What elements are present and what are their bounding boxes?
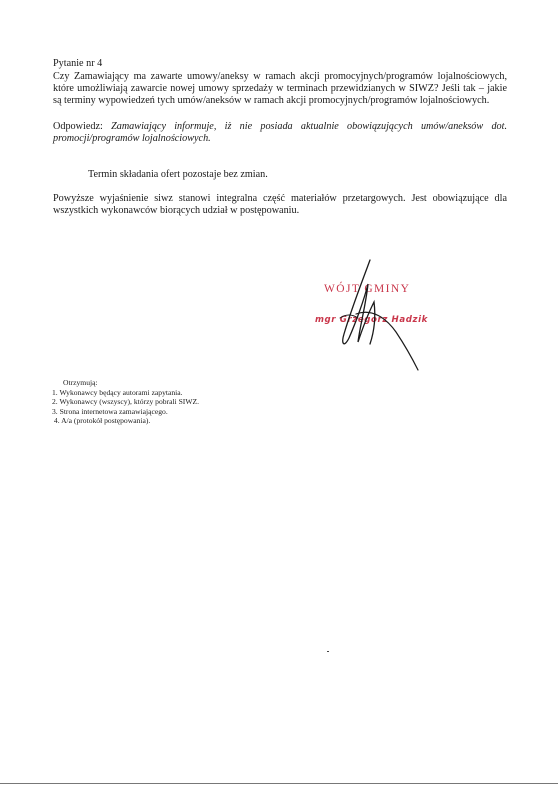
integral-note: Powyższe wyjaśnienie siwz stanowi integralna część materiałów przetargowych. Jest obowiązujące dla wszystkich wykonawców biorących udział w postępowaniu. (53, 193, 507, 217)
recipient-item: 1. Wykonawcy będący autorami zapytania. (52, 387, 183, 397)
recipients-list (52, 378, 199, 426)
recipient-item: 2. Wykonawcy (wszyscy), którzy pobrali SIWZ. (52, 397, 200, 407)
handwritten-signature (300, 252, 470, 382)
answer-text: Zamawiający informuje, iż nie posiada aktualnie obowiązujących umów/aneksów dot. promocji/programów lojalnościowych. (53, 121, 508, 145)
recipient-item: 4. A/a (protokół postępowania). (52, 416, 151, 426)
question-text: Czy Zamawiający ma zawarte umowy/aneksy w ramach akcji promocyjnych/programów lojalnościowych, które umożliwiają zawarcie nowej umowy sprzedaży w terminach przewidzianych w SIWZ? Jeśli tak – jakie są terminy wypowiedzeń tych umów/aneksów w ramach akcji promocyjnych/programów lojalnościowych. (53, 71, 507, 107)
official-stamp (300, 252, 470, 382)
question-heading: Pytanie nr 4 (53, 58, 103, 69)
scan-edge-line (0, 783, 558, 784)
answer-label: Odpowiedz: (53, 121, 103, 132)
scan-speck (327, 651, 329, 652)
recipient-item: 3. Strona internetowa zamawiającego. (52, 406, 168, 416)
stamp-title: WÓJT GMINY (324, 283, 411, 295)
recipients-header: Otrzymują: (63, 378, 98, 387)
answer-paragraph (53, 121, 507, 145)
stamp-name: mgr Grzegorz Hadzik (315, 315, 428, 325)
term-note: Termin składania ofert pozostaje bez zmian. (88, 169, 268, 180)
